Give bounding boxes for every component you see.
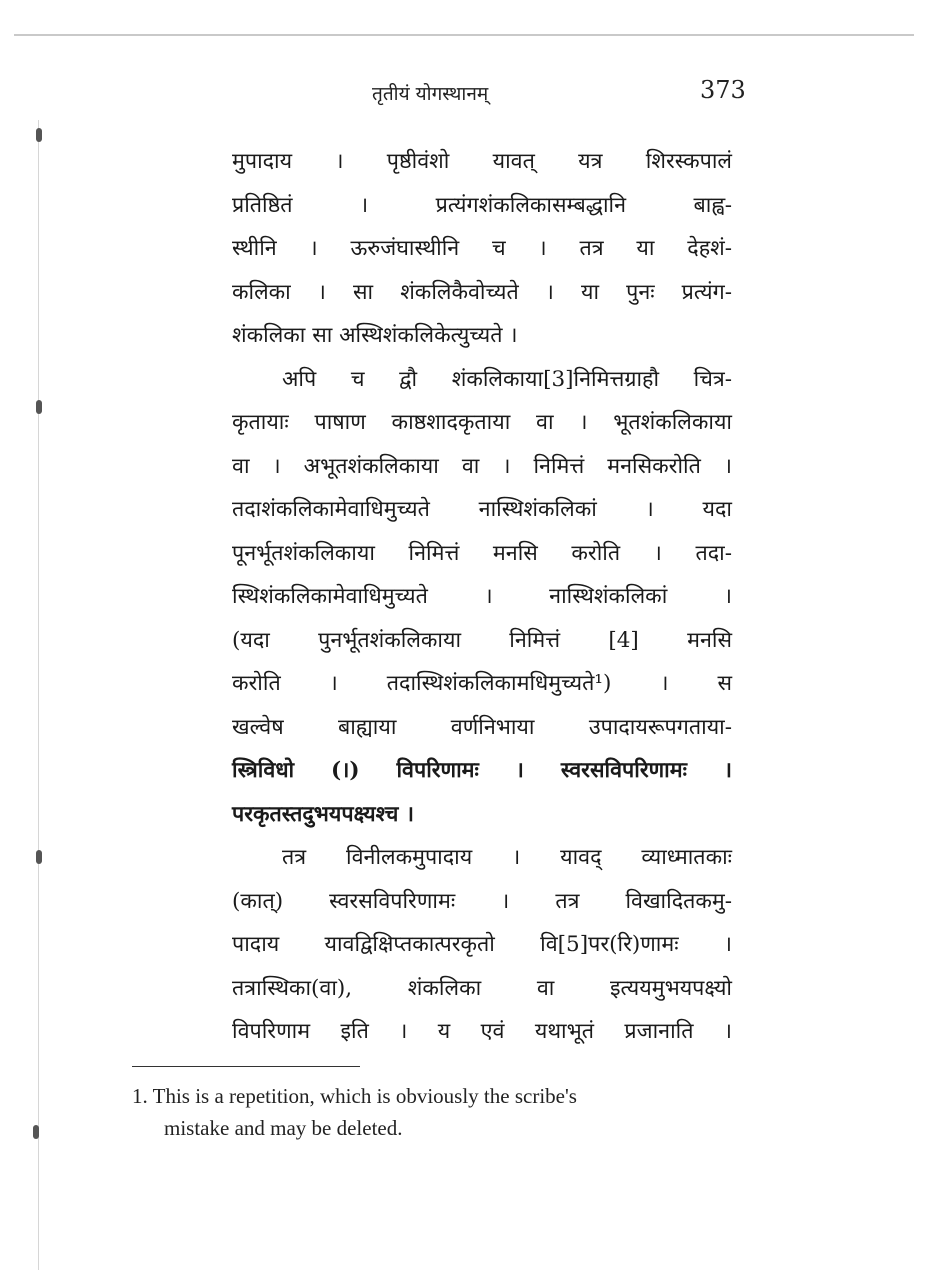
- text-line: परकृतस्तदुभयपक्ष्यश्च ।: [232, 801, 415, 827]
- text-line: (कात्) स्वरसविपरिणामः । तत्र विखादितकमु-: [232, 888, 732, 914]
- binding-edge: [38, 120, 39, 1270]
- text-line: खल्वेष बाह्याया वर्णनिभाया उपादायरूपगताया-: [232, 714, 732, 740]
- footnote: [132, 1080, 732, 1144]
- footnote-rule: [132, 1066, 360, 1067]
- scan-top-edge: [14, 34, 914, 36]
- paragraph-start-line: अपि च द्वौ शंकलिकाया[3]निमित्तग्राहौ चित्र-: [282, 366, 732, 392]
- body-text: [232, 140, 732, 1054]
- text-line: मुपादाय । पृष्ठीवंशो यावत् यत्र शिरस्कपालं: [232, 149, 732, 174]
- margin-mark: [33, 1125, 39, 1139]
- paragraph-start-line: तत्र विनीलकमुपादाय । यावद् व्याध्मातकाः: [282, 845, 732, 870]
- text-line: स्थिशंकलिकामेवाधिमुच्यते । नास्थिशंकलिकां ।: [232, 584, 732, 609]
- text-line: कलिका । सा शंकलिकैवोच्यते । या पुनः प्रत्यंग-: [232, 279, 732, 305]
- footnote-line: 1. This is a repetition, which is obviously the scribe's: [132, 1084, 577, 1108]
- margin-mark: [36, 400, 42, 414]
- text-line: तदाशंकलिकामेवाधिमुच्यते नास्थिशंकलिकां । यदा: [232, 497, 732, 522]
- text-line: वा । अभूतशंकलिकाया वा । निमित्तं मनसिकरोति ।: [232, 453, 732, 479]
- text-line: तत्रास्थिका(वा), शंकलिका वा इत्ययमुभयपक्ष्यो: [232, 975, 732, 1001]
- margin-mark: [36, 850, 42, 864]
- text-line: विपरिणाम इति । य एवं यथाभूतं प्रजानाति ।: [232, 1019, 732, 1044]
- text-line: (यदा पुनर्भूतशंकलिकाया निमित्तं [4] मनसि: [232, 627, 732, 653]
- text-line: स्त्रिविधो (।) विपरिणामः । स्वरसविपरिणामः ।: [232, 758, 732, 783]
- margin-mark: [36, 128, 42, 142]
- text-line: कृतायाः पाषाण काष्ठशादकृताया वा । भूतशंकलिकाया: [232, 410, 732, 435]
- text-line: पूनर्भूतशंकलिकाया निमित्तं मनसि करोति । तदा-: [232, 540, 732, 566]
- footnote-line: mistake and may be deleted.: [164, 1116, 403, 1140]
- text-line: पादाय यावद्विक्षिप्तकात्परकृतो वि[5]पर(रि)णामः ।: [232, 932, 732, 957]
- text-line: प्रतिष्ठितं । प्रत्यंगशंकलिकासम्बद्धानि बाह्व-: [232, 192, 732, 218]
- text-line: स्थीनि । ऊरुजंघास्थीनि च । तत्र या देहशं-: [232, 236, 732, 261]
- text-line: करोति । तदास्थिशंकलिकामधिमुच्यते¹) । स: [232, 671, 732, 696]
- running-head: तृतीयं योगस्थानम्: [372, 83, 489, 105]
- page-number: 373: [700, 76, 746, 104]
- text-line: शंकलिका सा अस्थिशंकलिकेत्युच्यते ।: [232, 323, 518, 348]
